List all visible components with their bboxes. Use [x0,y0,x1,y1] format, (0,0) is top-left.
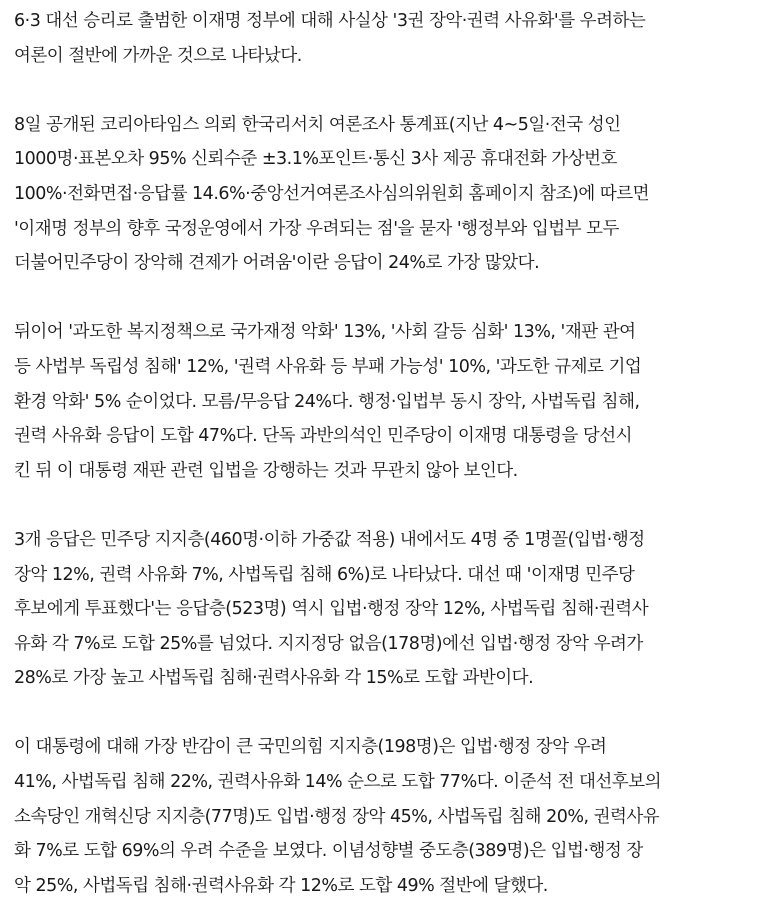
text-line: 더불어민주당이 장악해 견제가 어려움'이란 응답이 24%로 가장 많았다. [14,253,540,274]
text-line: 후보에게 투표했다'는 응답층(523명) 역시 입법·행정 장악 12%, 사법독립 침해·권력사 [14,599,649,620]
text-line: 유화 각 7%로 도합 25%를 넘었다. 지지정당 없음(178명)에선 입법·행정 장악 우려가 [14,633,643,654]
text-line: 장악 12%, 권력 사유화 7%, 사법독립 침해 6%)로 나타났다. 대선 때 '이재명 민주당 [14,564,635,585]
text-line: 28%로 가장 높고 사법독립 침해·권력사유화 각 15%로 도합 과반이다. [14,668,534,689]
article-paragraph [14,315,750,488]
text-line: '이재명 정부의 향후 국정운영에서 가장 우려되는 점'을 묻자 '행정부와 입법부 모두 [14,218,619,239]
text-line: 환경 악화' 5% 순이었다. 모름/무응답 24%다. 행정·입법부 동시 장악, 사법독립 침해, [14,391,640,412]
text-line: 킨 뒤 이 대통령 재판 관련 입법을 강행하는 것과 무관치 않아 보인다. [14,460,518,481]
text-line: 이 대통령에 대해 가장 반감이 큰 국민의힘 지지층(198명)은 입법·행정 장악 우려 [14,737,607,758]
article-paragraph [14,108,750,281]
text-line: 뒤이어 '과도한 복지정책으로 국가재정 악화' 13%, '사회 갈등 심화' 13%, '재판 관여 [14,322,636,343]
text-line: 8일 공개된 코리아타임스 의뢰 한국리서치 여론조사 통계표(지난 4~5일·전국 성인 [14,114,621,135]
text-line: 1000명·표본오차 95% 신뢰수준 ±3.1%포인트·통신 3사 제공 휴대전화 가상번호 [14,149,617,170]
text-line: 권력 사유화 응답이 도합 47%다. 단독 과반의석인 민주당이 이재명 대통령을 당선시 [14,426,633,447]
article-paragraph [14,730,750,903]
text-line: 소속당인 개혁신당 지지층(77명)도 입법·행정 장악 45%, 사법독립 침해 20%, 권력사유 [14,806,660,827]
article-paragraph [14,523,750,696]
text-line: 3개 응답은 민주당 지지층(460명·이하 가중값 적용) 내에서도 4명 중 1명꼴(입법·행정 [14,529,645,550]
text-line: 등 사법부 독립성 침해' 12%, '권력 사유화 등 부패 가능성' 10%, '과도한 규제로 기업 [14,356,642,377]
text-line: 6·3 대선 승리로 출범한 이재명 정부에 대해 사실상 '3권 장악·권력 사유화'를 우려하는 [14,11,646,31]
text-line: 100%·전화면접·응답률 14.6%·중앙선거여론조사심의위원회 홈페이지 참조)에 따르면 [14,183,650,204]
text-line: 악 25%, 사법독립 침해·권력사유화 각 12%로 도합 49% 절반에 달했다. [14,875,548,896]
text-line: 화 7%로 도합 69%의 우려 수준을 보였다. 이념성향별 중도층(389명)은 입법·행정 장 [14,841,643,862]
text-line: 41%, 사법독립 침해 22%, 권력사유화 14% 순으로 도합 77%다. 이준석 전 대선후보의 [14,772,661,793]
text-line: 여론이 절반에 가까운 것으로 나타났다. [14,45,302,66]
article-paragraph [14,4,750,73]
